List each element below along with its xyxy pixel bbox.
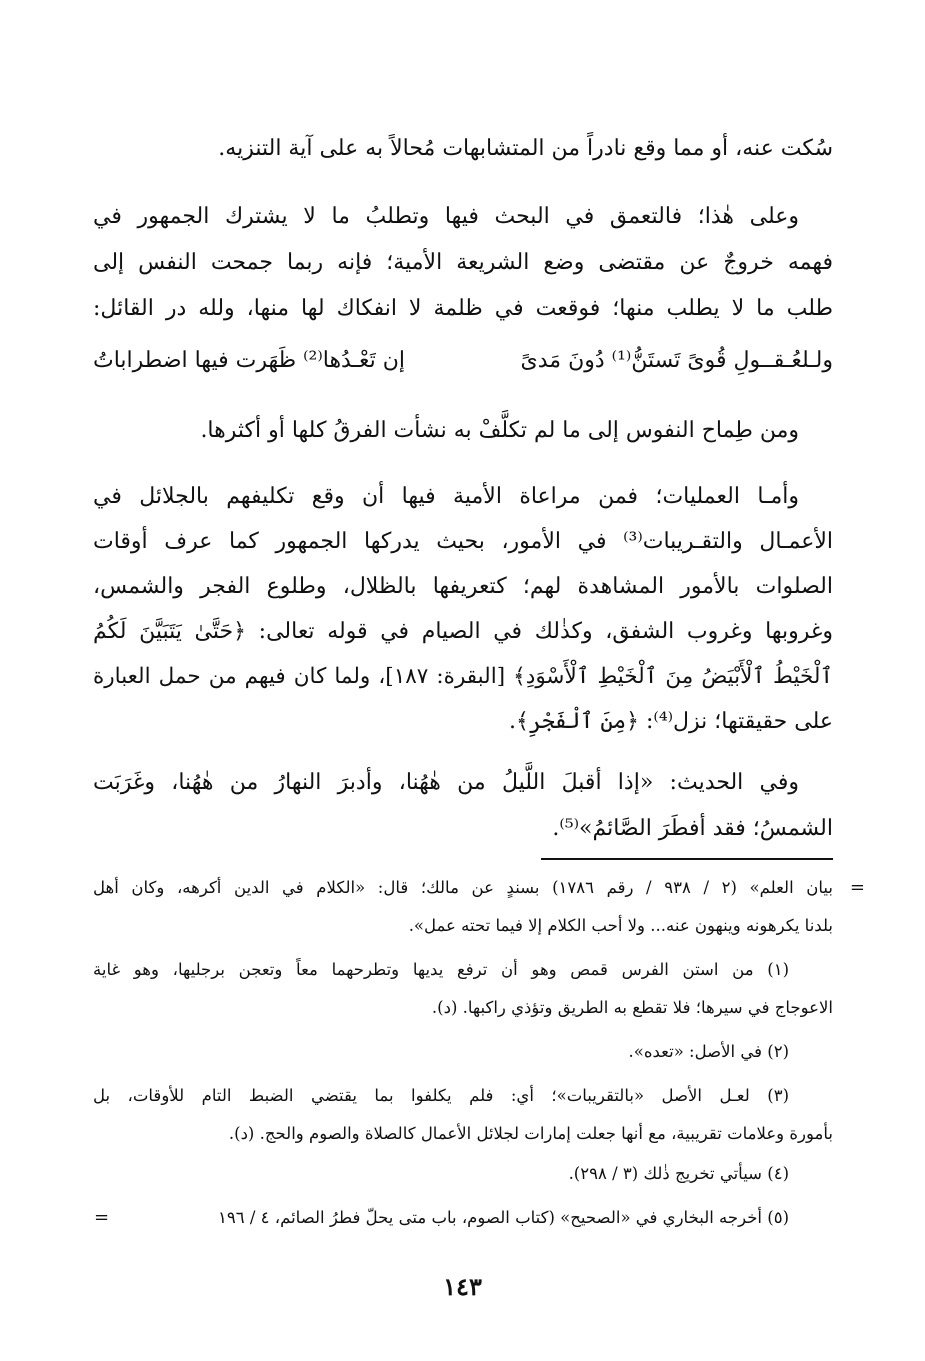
footnote-continuation-mark: = [849, 877, 865, 898]
body-line-7: وأمـا العمليات؛ فمن مراعاة الأمية فيها أن وقع تكليفهم بالجلائل في [93, 484, 799, 509]
footnote-separator [541, 858, 833, 860]
footnote-2: (٢) في الأصل: «تعده». [628, 1042, 789, 1061]
body-line-10: وغروبها وغروب الشفق، وكذٰلك في الصيام في قوله تعالى: ﴿حَتَّىٰ يَتَبَيَّنَ لَكُمُ [93, 619, 833, 644]
body-line-11: ٱلْخَيْطُ ٱلْأَبْيَضُ مِنَ ٱلْخَيْطِ ٱلْأَسْوَدِ﴾ [البقرة: ١٨٧]، ولما كان فيهم من حمل العبارة [93, 664, 833, 689]
page-number: ١٤٣ [443, 1272, 482, 1301]
footnote-1-line-2: الاعوجاج في سيرها؛ فلا تقطع به الطريق وتؤذي راكبها. (د). [431, 998, 833, 1017]
body-line-14: الشمسُ؛ فقد أفطَرَ الصَّائمُ»⁽⁵⁾. [552, 816, 833, 841]
footnote-5: (٥) أخرجه البخاري في «الصحيح» (كتاب الصوم، باب متى يحلّ فطرُ الصائم، ٤ / ١٩٦ [218, 1208, 789, 1227]
body-line-2: وعلى هٰذا؛ فالتعمق في البحث فيها وتطلبُ ما لا يشترك الجمهور في [93, 204, 799, 229]
body-line-12: على حقيقتها؛ نزل⁽⁴⁾: ﴿مِنَ ٱلْفَجْرِ﴾. [509, 709, 833, 734]
verse-first-hemistich: ولـلعُـقــولِ قُوىً تَستَنُّ⁽¹⁾ دُونَ مَدىً [520, 348, 833, 373]
footnote-3-line-1: (٣) لعـل الأصل «بالتقريبات»؛ أي: فلم يكلفوا بما يقتضي الضبط التام للأوقات، بل [93, 1086, 789, 1105]
body-line-1: سُكت عنه، أو مما وقع نادراً من المتشابهات مُحالاً به على آية التنزيه. [218, 136, 833, 161]
footnote-continued-line-1: بيان العلم» (٢ / ٩٣٨ / رقم ١٧٨٦) بسندٍ عن مالك؛ قال: «الكلام في الدين أكرهه، وكان أهل [93, 878, 833, 897]
footnote-5-continuation-mark: = [94, 1207, 110, 1228]
body-line-6: ومن طِماح النفوس إلى ما لم تكلَّفْ به نشأت الفرقُ كلها أو أكثرها. [200, 418, 799, 443]
poetry-verse [93, 346, 833, 376]
body-line-8: الأعمـال والتقـريبات⁽³⁾ في الأمور، بحيث يدركها الجمهور كما عرف أوقات [93, 529, 833, 554]
verse-second-hemistich: إن تَعْـدُها⁽²⁾ ظَهَرت فيها اضطراباتُ [93, 348, 406, 373]
body-line-13: وفي الحديث: «إذا أقبلَ اللَّيلُ من هٰهُنا، وأدبرَ النهارُ من هٰهُنا، وغَرَبَت [93, 770, 799, 795]
footnote-continued-line-2: بلدنا يكرهونه وينهون عنه... ولا أحب الكلام إلا فيما تحته عمل». [408, 916, 833, 935]
footnote-4: (٤) سيأتي تخريج ذٰلك (٣ / ٢٩٨). [568, 1164, 789, 1183]
footnote-1-line-1: (١) من استن الفرس قمص وهو أن ترفع يديها وتطرحهما معاً وتعجن برجليها، وهو غاية [93, 960, 789, 979]
body-line-3: فهمه خروجٌ عن مقتضى وضع الشريعة الأمية؛ فإنه ربما جمحت النفس إلى [93, 250, 833, 275]
body-line-9: الصلوات بالأمور المشاهدة لهم؛ كتعريفها بالظلال، وطلوع الفجر والشمس، [93, 574, 833, 599]
footnote-3-line-2: بأمورة وعلامات تقريبية، مع أنها جعلت إمارات لجلائل الأعمال كالصلاة والصوم والحج. (د). [228, 1124, 833, 1143]
body-line-4: طلب ما لا يطلب منها؛ فوقعت في ظلمة لا انفكاك لها منها، ولله در القائل: [93, 296, 833, 321]
